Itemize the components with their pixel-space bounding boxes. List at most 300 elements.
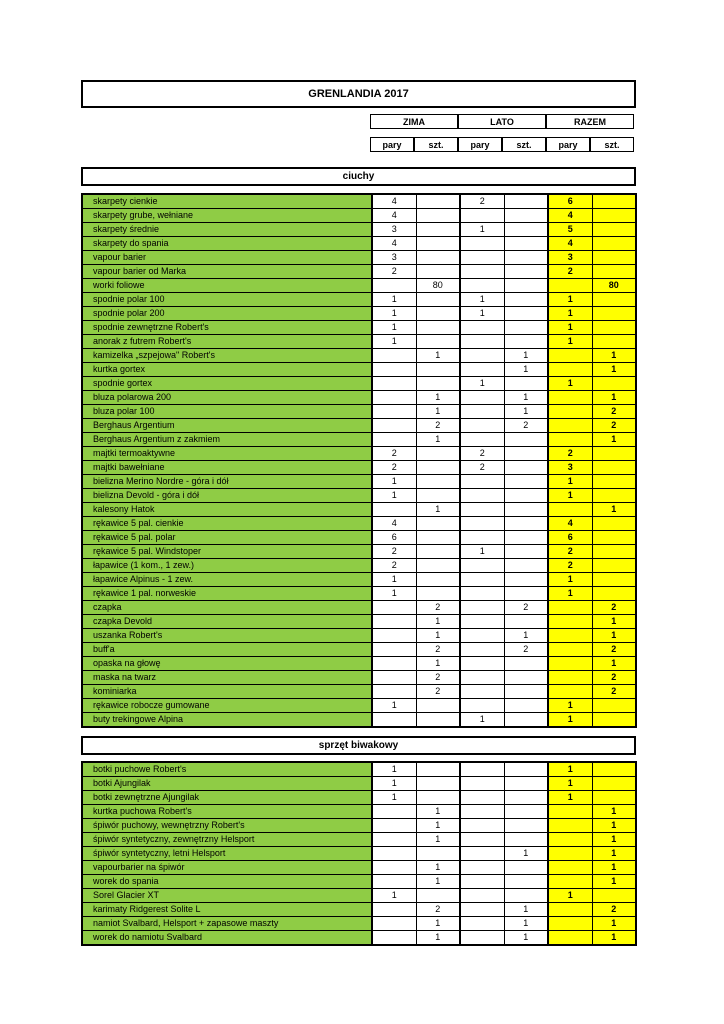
cell-lato-pary (460, 875, 504, 889)
item-name: karimaty Ridgerest Solite L (82, 903, 372, 917)
cell-zima-pary: 2 (372, 545, 416, 559)
unit-header-row (370, 137, 634, 152)
cell-razem-szt (592, 573, 636, 587)
cell-zima-pary (372, 363, 416, 377)
cell-lato-pary (460, 517, 504, 531)
cell-zima-pary: 2 (372, 461, 416, 475)
cell-razem-szt: 2 (592, 903, 636, 917)
table-row (82, 559, 636, 573)
cell-razem-szt (592, 762, 636, 777)
cell-razem-szt (592, 713, 636, 728)
item-name: spodnie polar 100 (82, 293, 372, 307)
cell-lato-pary: 2 (460, 461, 504, 475)
item-name: rękawice 5 pal. polar (82, 531, 372, 545)
cell-zima-pary: 1 (372, 321, 416, 335)
cell-lato-szt: 1 (504, 405, 548, 419)
table-row (82, 447, 636, 461)
item-name: skarpety do spania (82, 237, 372, 251)
cell-lato-szt (504, 713, 548, 728)
camping-gear-table (81, 761, 637, 946)
cell-zima-pary (372, 391, 416, 405)
cell-zima-pary: 4 (372, 517, 416, 531)
cell-razem-pary (548, 685, 592, 699)
header-razem-szt: szt. (590, 137, 634, 152)
item-name: worki foliowe (82, 279, 372, 293)
header-zima-szt: szt. (414, 137, 458, 152)
cell-razem-pary (548, 433, 592, 447)
cell-zima-szt: 1 (416, 833, 460, 847)
cell-zima-szt (416, 321, 460, 335)
cell-zima-pary (372, 833, 416, 847)
cell-lato-pary: 1 (460, 293, 504, 307)
cell-zima-szt (416, 377, 460, 391)
season-header-row (370, 114, 634, 129)
cell-zima-szt: 1 (416, 931, 460, 946)
cell-razem-pary: 1 (548, 573, 592, 587)
item-name: łapawice (1 kom., 1 zew.) (82, 559, 372, 573)
table-row (82, 461, 636, 475)
table-row (82, 419, 636, 433)
cell-razem-pary: 4 (548, 517, 592, 531)
cell-razem-szt: 1 (592, 917, 636, 931)
cell-razem-szt (592, 889, 636, 903)
cell-lato-pary (460, 777, 504, 791)
cell-zima-pary (372, 377, 416, 391)
cell-zima-pary (372, 685, 416, 699)
cell-lato-szt: 1 (504, 363, 548, 377)
item-name: vapourbarier na śpiwór (82, 861, 372, 875)
table-row (82, 903, 636, 917)
cell-razem-szt: 1 (592, 847, 636, 861)
cell-razem-szt: 1 (592, 819, 636, 833)
item-name: Sorel Glacier XT (82, 889, 372, 903)
cell-lato-pary (460, 791, 504, 805)
cell-lato-pary (460, 237, 504, 251)
cell-razem-szt: 1 (592, 833, 636, 847)
table-row (82, 503, 636, 517)
cell-lato-szt (504, 194, 548, 209)
cell-lato-pary (460, 889, 504, 903)
cell-razem-pary: 3 (548, 251, 592, 265)
table-row (82, 847, 636, 861)
table-row (82, 615, 636, 629)
cell-razem-pary: 1 (548, 335, 592, 349)
item-name: śpiwór syntetyczny, letni Helsport (82, 847, 372, 861)
cell-razem-szt: 1 (592, 931, 636, 946)
table-row (82, 587, 636, 601)
table-row (82, 265, 636, 279)
cell-zima-szt (416, 251, 460, 265)
cell-zima-szt: 1 (416, 657, 460, 671)
cell-zima-pary (372, 629, 416, 643)
cell-razem-pary (548, 657, 592, 671)
cell-razem-szt (592, 791, 636, 805)
cell-lato-szt: 1 (504, 917, 548, 931)
cell-zima-szt (416, 559, 460, 573)
item-name: bluza polarowa 200 (82, 391, 372, 405)
cell-zima-szt: 2 (416, 643, 460, 657)
cell-zima-pary: 1 (372, 587, 416, 601)
cell-zima-szt (416, 307, 460, 321)
cell-zima-pary: 2 (372, 447, 416, 461)
cell-lato-szt (504, 223, 548, 237)
cell-zima-szt (416, 475, 460, 489)
cell-zima-pary: 1 (372, 335, 416, 349)
section-title-sprzet-biwakowy: sprzęt biwakowy (81, 736, 636, 755)
cell-razem-pary (548, 861, 592, 875)
item-name: spodnie polar 200 (82, 307, 372, 321)
cell-razem-pary (548, 503, 592, 517)
item-name: skarpety średnie (82, 223, 372, 237)
cell-lato-pary (460, 601, 504, 615)
cell-lato-pary (460, 265, 504, 279)
cell-razem-szt: 1 (592, 391, 636, 405)
cell-razem-szt: 1 (592, 875, 636, 889)
cell-zima-pary (372, 903, 416, 917)
cell-lato-pary: 2 (460, 194, 504, 209)
cell-zima-pary: 1 (372, 475, 416, 489)
cell-lato-pary (460, 861, 504, 875)
cell-lato-pary (460, 833, 504, 847)
table-row (82, 531, 636, 545)
cell-lato-pary: 1 (460, 713, 504, 728)
cell-lato-pary (460, 805, 504, 819)
cell-lato-pary (460, 629, 504, 643)
cell-zima-pary: 4 (372, 209, 416, 223)
cell-zima-szt: 1 (416, 433, 460, 447)
cell-razem-szt (592, 377, 636, 391)
cell-lato-pary (460, 573, 504, 587)
cell-lato-szt (504, 861, 548, 875)
cell-razem-pary (548, 833, 592, 847)
table-row (82, 931, 636, 946)
header-lato: LATO (458, 114, 546, 129)
cell-razem-szt: 1 (592, 615, 636, 629)
item-name: bielizna Merino Nordre - góra i dół (82, 475, 372, 489)
table-row (82, 489, 636, 503)
cell-razem-pary: 1 (548, 699, 592, 713)
cell-zima-pary: 4 (372, 194, 416, 209)
cell-zima-szt (416, 545, 460, 559)
cell-lato-szt (504, 819, 548, 833)
cell-razem-szt: 1 (592, 805, 636, 819)
item-name: bluza polar 100 (82, 405, 372, 419)
cell-zima-szt: 2 (416, 419, 460, 433)
item-name: vapour barier (82, 251, 372, 265)
cell-lato-szt (504, 475, 548, 489)
cell-lato-pary (460, 657, 504, 671)
cell-razem-szt: 1 (592, 657, 636, 671)
cell-zima-pary (372, 503, 416, 517)
cell-lato-pary (460, 903, 504, 917)
table-row (82, 671, 636, 685)
cell-lato-pary (460, 699, 504, 713)
cell-zima-pary: 1 (372, 777, 416, 791)
cell-zima-szt: 1 (416, 349, 460, 363)
cell-lato-szt (504, 791, 548, 805)
cell-lato-szt: 2 (504, 643, 548, 657)
cell-razem-szt: 1 (592, 433, 636, 447)
cell-razem-pary (548, 931, 592, 946)
cell-razem-szt: 80 (592, 279, 636, 293)
cell-razem-szt: 1 (592, 349, 636, 363)
table-row (82, 861, 636, 875)
table-row (82, 657, 636, 671)
cell-lato-szt: 2 (504, 419, 548, 433)
cell-lato-pary (460, 391, 504, 405)
cell-lato-pary (460, 279, 504, 293)
cell-lato-pary (460, 433, 504, 447)
cell-razem-pary: 6 (548, 194, 592, 209)
section-title-ciuchy: ciuchy (81, 167, 636, 186)
header-zima: ZIMA (370, 114, 458, 129)
table-row (82, 279, 636, 293)
cell-razem-pary (548, 643, 592, 657)
cell-lato-szt (504, 293, 548, 307)
item-name: śpiwór puchowy, wewnętrzny Robert's (82, 819, 372, 833)
cell-zima-pary (372, 931, 416, 946)
cell-razem-pary: 1 (548, 321, 592, 335)
table-row (82, 762, 636, 777)
table-row (82, 335, 636, 349)
cell-zima-pary (372, 861, 416, 875)
cell-zima-pary (372, 805, 416, 819)
item-name: czapka Devold (82, 615, 372, 629)
cell-lato-pary: 1 (460, 307, 504, 321)
cell-lato-pary (460, 819, 504, 833)
cell-zima-szt: 80 (416, 279, 460, 293)
cell-razem-szt (592, 293, 636, 307)
cell-razem-pary (548, 805, 592, 819)
cell-zima-szt (416, 713, 460, 728)
cell-lato-szt (504, 377, 548, 391)
cell-lato-pary (460, 685, 504, 699)
cell-razem-szt: 2 (592, 671, 636, 685)
cell-lato-pary: 1 (460, 545, 504, 559)
cell-lato-szt (504, 251, 548, 265)
cell-razem-szt (592, 559, 636, 573)
cell-lato-pary (460, 321, 504, 335)
cell-zima-pary (372, 917, 416, 931)
cell-razem-pary (548, 615, 592, 629)
cell-zima-pary (372, 819, 416, 833)
header-lato-pary: pary (458, 137, 502, 152)
cell-zima-pary: 1 (372, 762, 416, 777)
table-row (82, 405, 636, 419)
cell-razem-pary (548, 349, 592, 363)
cell-zima-szt (416, 531, 460, 545)
item-name: kamizelka „szpejowa" Robert's (82, 349, 372, 363)
cell-zima-pary: 4 (372, 237, 416, 251)
item-name: spodnie gortex (82, 377, 372, 391)
table-row (82, 517, 636, 531)
cell-lato-szt (504, 545, 548, 559)
item-name: czapka (82, 601, 372, 615)
table-row (82, 545, 636, 559)
cell-zima-szt (416, 223, 460, 237)
cell-lato-pary (460, 489, 504, 503)
cell-razem-pary (548, 391, 592, 405)
cell-razem-szt (592, 237, 636, 251)
cell-zima-pary: 6 (372, 531, 416, 545)
cell-lato-szt (504, 237, 548, 251)
table-row (82, 699, 636, 713)
cell-zima-pary: 1 (372, 699, 416, 713)
cell-zima-szt: 2 (416, 903, 460, 917)
cell-lato-szt (504, 777, 548, 791)
cell-zima-szt (416, 194, 460, 209)
cell-razem-szt: 1 (592, 629, 636, 643)
cell-zima-szt (416, 363, 460, 377)
cell-lato-pary (460, 335, 504, 349)
cell-zima-pary: 1 (372, 573, 416, 587)
cell-razem-pary: 6 (548, 531, 592, 545)
cell-lato-szt (504, 321, 548, 335)
item-name: uszanka Robert's (82, 629, 372, 643)
cell-lato-szt (504, 433, 548, 447)
cell-zima-pary: 2 (372, 265, 416, 279)
cell-zima-szt: 1 (416, 629, 460, 643)
cell-zima-szt: 1 (416, 405, 460, 419)
cell-razem-szt (592, 699, 636, 713)
cell-razem-szt (592, 587, 636, 601)
cell-lato-szt (504, 335, 548, 349)
cell-zima-pary (372, 615, 416, 629)
cell-zima-szt: 1 (416, 391, 460, 405)
item-name: botki puchowe Robert's (82, 762, 372, 777)
cell-razem-pary (548, 875, 592, 889)
cell-zima-szt: 1 (416, 805, 460, 819)
table-row (82, 237, 636, 251)
cell-zima-pary (372, 419, 416, 433)
cell-razem-szt (592, 475, 636, 489)
cell-razem-szt (592, 251, 636, 265)
cell-razem-pary (548, 629, 592, 643)
cell-lato-pary (460, 251, 504, 265)
cell-zima-szt: 2 (416, 685, 460, 699)
table-row (82, 573, 636, 587)
cell-razem-szt (592, 517, 636, 531)
item-name: Berghaus Argentium (82, 419, 372, 433)
cell-zima-szt: 1 (416, 819, 460, 833)
cell-zima-szt (416, 209, 460, 223)
cell-razem-pary: 5 (548, 223, 592, 237)
cell-lato-szt (504, 671, 548, 685)
cell-zima-pary: 1 (372, 293, 416, 307)
cell-lato-pary: 2 (460, 447, 504, 461)
cell-razem-pary: 2 (548, 545, 592, 559)
cell-razem-pary (548, 903, 592, 917)
cell-lato-szt: 1 (504, 391, 548, 405)
cell-zima-szt (416, 777, 460, 791)
cell-lato-szt (504, 573, 548, 587)
cell-razem-szt (592, 545, 636, 559)
item-name: rękawice 5 pal. cienkie (82, 517, 372, 531)
cell-zima-pary: 1 (372, 307, 416, 321)
cell-razem-pary: 2 (548, 559, 592, 573)
cell-zima-szt (416, 335, 460, 349)
cell-zima-szt: 1 (416, 615, 460, 629)
cell-lato-szt (504, 209, 548, 223)
cell-zima-szt (416, 587, 460, 601)
table-row (82, 223, 636, 237)
cell-razem-pary (548, 279, 592, 293)
cell-razem-pary: 1 (548, 713, 592, 728)
table-row (82, 713, 636, 728)
cell-zima-szt (416, 762, 460, 777)
table-row (82, 391, 636, 405)
cell-zima-pary (372, 713, 416, 728)
cell-razem-szt (592, 447, 636, 461)
cell-lato-szt (504, 489, 548, 503)
cell-razem-pary: 3 (548, 461, 592, 475)
cell-razem-pary: 1 (548, 293, 592, 307)
cell-zima-szt (416, 699, 460, 713)
cell-razem-pary: 1 (548, 762, 592, 777)
table-row (82, 777, 636, 791)
cell-lato-pary (460, 559, 504, 573)
table-row (82, 293, 636, 307)
cell-razem-pary (548, 819, 592, 833)
item-name: kurtka puchowa Robert's (82, 805, 372, 819)
cell-zima-pary (372, 405, 416, 419)
item-name: botki zewnętrzne Ajungilak (82, 791, 372, 805)
item-name: vapour barier od Marka (82, 265, 372, 279)
cell-razem-szt (592, 194, 636, 209)
cell-zima-szt (416, 847, 460, 861)
cell-razem-szt: 2 (592, 405, 636, 419)
cell-lato-szt (504, 615, 548, 629)
cell-lato-szt: 1 (504, 847, 548, 861)
cell-lato-szt (504, 307, 548, 321)
item-name: botki Ajungilak (82, 777, 372, 791)
cell-zima-pary: 1 (372, 489, 416, 503)
cell-lato-pary: 1 (460, 223, 504, 237)
cell-lato-szt (504, 875, 548, 889)
cell-lato-szt (504, 657, 548, 671)
cell-lato-pary (460, 503, 504, 517)
table-row (82, 819, 636, 833)
cell-lato-szt (504, 503, 548, 517)
table-row (82, 377, 636, 391)
cell-lato-szt (504, 685, 548, 699)
item-name: skarpety grube, wełniane (82, 209, 372, 223)
cell-zima-szt (416, 517, 460, 531)
cell-razem-szt: 2 (592, 685, 636, 699)
cell-lato-pary (460, 762, 504, 777)
cell-zima-szt (416, 461, 460, 475)
cell-razem-szt (592, 209, 636, 223)
cell-lato-pary (460, 531, 504, 545)
cell-lato-szt (504, 517, 548, 531)
cell-razem-szt: 1 (592, 363, 636, 377)
cell-razem-pary: 1 (548, 489, 592, 503)
cell-lato-szt (504, 762, 548, 777)
cell-razem-szt (592, 461, 636, 475)
item-name: maska na twarz (82, 671, 372, 685)
cell-razem-szt (592, 265, 636, 279)
cell-razem-pary (548, 405, 592, 419)
cell-lato-pary (460, 643, 504, 657)
item-name: rękawice 5 pal. Windstoper (82, 545, 372, 559)
cell-lato-pary (460, 419, 504, 433)
header-lato-szt: szt. (502, 137, 546, 152)
cell-lato-szt: 1 (504, 349, 548, 363)
cell-zima-szt (416, 293, 460, 307)
item-name: kurtka gortex (82, 363, 372, 377)
table-row (82, 251, 636, 265)
item-name: worek do spania (82, 875, 372, 889)
